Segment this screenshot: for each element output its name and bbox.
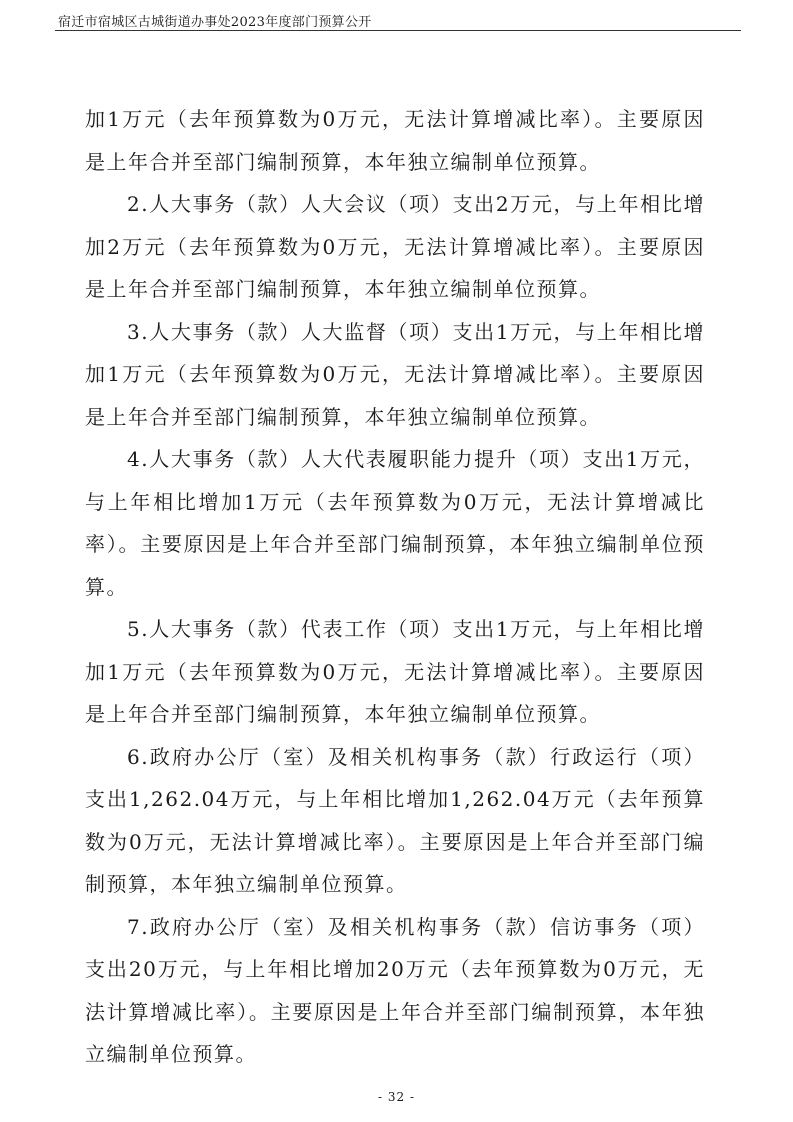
- paragraph-item-5: 5.人大事务（款）代表工作（项）支出1万元，与上年相比增加1万元（去年预算数为0万元，无法计算增减比率）。主要原因是上年合并至部门编制预算，本年独立编制单位预算。: [85, 617, 705, 726]
- paragraph-continued: 加1万元（去年预算数为0万元，无法计算增减比率）。主要原因是上年合并至部门编制预算，本年独立编制单位预算。: [85, 107, 705, 174]
- paragraph-item-2: 2.人大事务（款）人大会议（项）支出2万元，与上年相比增加2万元（去年预算数为0万元，无法计算增减比率）。主要原因是上年合并至部门编制预算，本年独立编制单位预算。: [85, 192, 705, 301]
- page-header: [55, 8, 741, 31]
- paragraph-item-3: 3.人大事务（款）人大监督（项）支出1万元，与上年相比增加1万元（去年预算数为0万元，无法计算增减比率）。主要原因是上年合并至部门编制预算，本年独立编制单位预算。: [85, 319, 705, 429]
- document-body: [85, 98, 705, 1076]
- paragraph-item-4: 4.人大事务（款）人大代表履职能力提升（项）支出1万元，与上年相比增加1万元（去年预算数为0万元，无法计算增减比率）。主要原因是上年合并至部门编制预算，本年独立编制单位预算。: [85, 447, 705, 599]
- paragraph-item-6: 6.政府办公厅（室）及相关机构事务（款）行政运行（项）支出1,262.04万元，与上年相比增加1,262.04万元（去年预算数为0万元，无法计算增减比率）。主要原因是上年合并至部门编制预算，本年独立编制单位预算。: [85, 744, 705, 896]
- paragraph-item-7: 7.政府办公厅（室）及相关机构事务（款）信访事务（项）支出20万元，与上年相比增加20万元（去年预算数为0万元，无法计算增减比率）。主要原因是上年合并至部门编制预算，本年独立编制单位预算。: [85, 914, 705, 1066]
- page-number: - 32 -: [377, 1090, 415, 1104]
- document-title: 宿迁市宿城区古城街道办事处2023年度部门预算公开: [58, 15, 372, 30]
